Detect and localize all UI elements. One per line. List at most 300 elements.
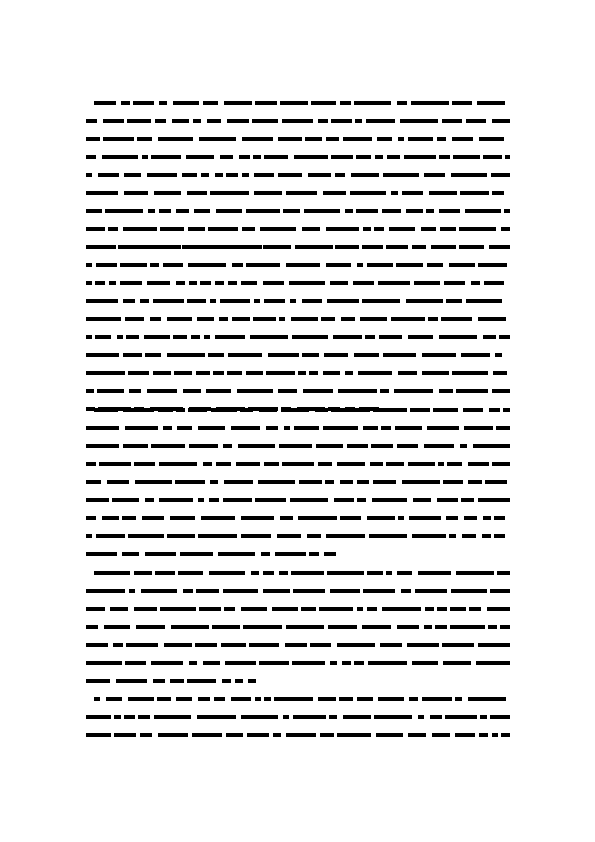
word-mark: [414, 281, 440, 285]
word-mark: [104, 625, 130, 629]
word-mark: [219, 317, 228, 321]
word-mark: [263, 281, 284, 285]
word-mark: [194, 209, 210, 213]
word-mark: [425, 607, 434, 611]
word-mark: [396, 263, 423, 267]
word-mark: [446, 299, 462, 303]
word-mark: [380, 389, 389, 393]
word-mark: [330, 661, 337, 665]
word-mark: [86, 299, 118, 303]
word-mark: [134, 462, 155, 466]
word-mark: [289, 281, 325, 285]
word-mark: [391, 191, 398, 195]
word-mark: [370, 462, 383, 466]
word-mark: [220, 299, 250, 303]
word-mark: [439, 155, 450, 159]
word-mark: [462, 534, 476, 538]
word-mark: [383, 173, 419, 177]
word-mark: [120, 263, 147, 267]
word-mark: [455, 733, 475, 737]
word-mark: [203, 101, 218, 105]
word-mark: [174, 371, 192, 375]
word-mark: [367, 516, 395, 520]
word-mark: [86, 679, 110, 683]
word-mark: [272, 607, 298, 611]
word-mark: [196, 371, 210, 375]
word-mark: [189, 444, 218, 448]
word-mark: [278, 137, 302, 141]
word-mark: [227, 371, 242, 375]
word-mark: [400, 119, 438, 123]
word-mark: [239, 155, 250, 159]
word-mark: [263, 589, 290, 593]
word-mark: [145, 353, 161, 357]
word-mark: [310, 643, 331, 647]
word-mark: [151, 444, 185, 448]
word-mark: [123, 299, 135, 303]
word-mark: [283, 715, 289, 719]
word-mark: [86, 155, 96, 159]
word-mark: [176, 209, 189, 213]
word-mark: [441, 317, 472, 321]
word-mark: [430, 715, 442, 719]
word-mark: [492, 389, 510, 393]
word-mark: [409, 697, 418, 701]
word-mark: [342, 661, 351, 665]
word-mark: [422, 353, 456, 357]
word-mark: [443, 661, 471, 665]
word-mark: [274, 245, 291, 249]
word-mark: [326, 534, 365, 538]
word-mark: [335, 173, 345, 177]
word-mark: [99, 462, 131, 466]
word-mark: [86, 173, 92, 177]
text-line: [86, 528, 510, 546]
word-mark: [318, 697, 336, 701]
word-mark: [198, 697, 210, 701]
word-mark: [373, 480, 396, 484]
text-line: [86, 293, 510, 311]
word-mark: [155, 245, 176, 249]
word-mark: [468, 697, 506, 701]
word-mark: [330, 281, 348, 285]
word-mark: [140, 733, 152, 737]
word-mark: [216, 462, 231, 466]
word-mark: [277, 534, 301, 538]
word-mark: [183, 589, 193, 593]
word-mark: [86, 119, 97, 123]
word-mark: [264, 155, 288, 159]
word-mark: [208, 353, 224, 357]
word-mark: [241, 534, 271, 538]
word-mark: [327, 299, 359, 303]
word-mark: [220, 155, 233, 159]
word-mark: [397, 101, 407, 105]
word-mark: [263, 571, 274, 575]
word-mark: [258, 480, 295, 484]
word-mark: [426, 209, 434, 213]
word-mark: [86, 389, 94, 393]
word-mark: [192, 733, 222, 737]
word-mark: [327, 571, 364, 575]
word-mark: [151, 661, 183, 665]
word-mark: [177, 426, 192, 430]
word-mark: [386, 571, 392, 575]
word-mark: [198, 534, 237, 538]
word-mark: [259, 661, 289, 665]
word-mark: [187, 191, 207, 195]
word-mark: [326, 227, 359, 231]
word-mark: [86, 643, 108, 647]
word-mark: [123, 408, 154, 412]
word-mark: [148, 209, 155, 213]
word-mark: [212, 625, 240, 629]
word-mark: [159, 462, 197, 466]
word-mark: [340, 516, 361, 520]
word-mark: [499, 335, 510, 339]
word-mark: [98, 173, 119, 177]
word-mark: [437, 607, 447, 611]
word-mark: [447, 462, 462, 466]
text-line: [86, 402, 510, 420]
text-line: [86, 131, 510, 149]
word-mark: [201, 516, 235, 520]
word-mark: [214, 697, 225, 701]
word-mark: [351, 173, 379, 177]
word-mark: [303, 389, 333, 393]
word-mark: [435, 625, 447, 629]
word-mark: [401, 589, 411, 593]
word-mark: [147, 173, 177, 177]
word-mark: [134, 571, 152, 575]
text-line: [86, 691, 510, 709]
word-mark: [402, 480, 440, 484]
word-mark: [422, 697, 452, 701]
word-mark: [281, 408, 309, 412]
word-mark: [222, 679, 231, 683]
word-mark: [412, 534, 446, 538]
word-mark: [398, 137, 404, 141]
word-mark: [450, 607, 466, 611]
word-mark: [241, 516, 274, 520]
word-mark: [478, 498, 510, 502]
word-mark: [154, 191, 181, 195]
word-mark: [340, 101, 351, 105]
word-mark: [347, 444, 368, 448]
word-mark: [456, 571, 494, 575]
word-mark: [331, 119, 352, 123]
text-line: [86, 637, 510, 655]
text-line: [86, 438, 510, 456]
word-mark: [440, 227, 456, 231]
word-mark: [397, 625, 419, 629]
word-mark: [173, 335, 187, 339]
word-mark: [316, 444, 343, 448]
word-mark: [210, 191, 249, 195]
word-mark: [188, 408, 207, 412]
word-mark: [171, 625, 209, 629]
text-line: [86, 257, 510, 275]
word-mark: [297, 245, 330, 249]
word-mark: [406, 209, 423, 213]
word-mark: [118, 245, 149, 249]
word-mark: [478, 643, 510, 647]
word-mark: [158, 408, 173, 412]
paragraph: [86, 95, 510, 257]
word-mark: [94, 245, 112, 249]
word-mark: [367, 263, 393, 267]
word-mark: [373, 408, 407, 412]
word-mark: [241, 281, 257, 285]
word-mark: [142, 516, 164, 520]
word-mark: [240, 408, 253, 412]
word-mark: [473, 444, 510, 448]
text-line: [86, 221, 510, 239]
word-mark: [323, 426, 358, 430]
word-mark: [195, 643, 217, 647]
word-mark: [176, 408, 185, 412]
word-mark: [357, 607, 363, 611]
word-mark: [450, 625, 485, 629]
word-mark: [372, 498, 407, 502]
word-mark: [460, 191, 489, 195]
word-mark: [305, 137, 322, 141]
word-mark: [86, 263, 92, 267]
word-mark: [395, 426, 422, 430]
word-mark: [133, 101, 154, 105]
word-mark: [247, 733, 269, 737]
word-mark: [315, 408, 328, 412]
word-mark: [466, 119, 486, 123]
word-mark: [106, 697, 122, 701]
word-mark: [476, 661, 510, 665]
text-line: [86, 311, 510, 329]
word-mark: [378, 697, 404, 701]
word-mark: [355, 119, 362, 123]
word-mark: [356, 155, 371, 159]
word-mark: [242, 227, 255, 231]
word-mark: [273, 733, 281, 737]
word-mark: [452, 371, 488, 375]
word-mark: [337, 462, 365, 466]
word-mark: [490, 715, 510, 719]
text-line: [86, 510, 510, 528]
word-mark: [208, 227, 238, 231]
word-mark: [242, 137, 273, 141]
word-mark: [226, 173, 238, 177]
word-mark: [223, 444, 232, 448]
word-mark: [125, 661, 146, 665]
word-mark: [232, 263, 243, 267]
word-mark: [323, 371, 340, 375]
word-mark: [128, 697, 154, 701]
word-mark: [412, 661, 438, 665]
word-mark: [412, 245, 426, 249]
word-mark: [335, 245, 359, 249]
word-mark: [343, 715, 371, 719]
word-mark: [135, 480, 172, 484]
word-mark: [496, 426, 510, 430]
word-mark: [446, 516, 458, 520]
word-mark: [408, 733, 426, 737]
word-mark: [323, 191, 346, 195]
word-mark: [329, 715, 337, 719]
word-mark: [369, 534, 407, 538]
word-mark: [319, 607, 353, 611]
word-mark: [490, 589, 510, 593]
word-mark: [357, 498, 366, 502]
word-mark: [302, 353, 319, 357]
word-mark: [309, 371, 318, 375]
word-mark: [153, 679, 165, 683]
word-mark: [210, 480, 218, 484]
text-line: [86, 727, 510, 745]
word-mark: [203, 661, 220, 665]
word-mark: [159, 101, 167, 105]
text-line: [86, 383, 510, 401]
text-line: [86, 619, 510, 637]
word-mark: [210, 299, 216, 303]
word-mark: [438, 462, 444, 466]
word-mark: [294, 426, 319, 430]
text-line: [86, 365, 510, 383]
word-mark: [452, 101, 472, 105]
word-mark: [201, 173, 209, 177]
word-mark: [259, 408, 277, 412]
word-mark: [158, 137, 193, 141]
word-mark: [86, 625, 98, 629]
word-mark: [242, 173, 249, 177]
word-mark: [397, 571, 412, 575]
word-mark: [408, 137, 433, 141]
word-mark: [302, 299, 322, 303]
word-mark: [468, 462, 489, 466]
word-mark: [292, 335, 328, 339]
word-mark: [279, 571, 288, 575]
word-mark: [153, 299, 184, 303]
word-mark: [503, 408, 510, 412]
word-mark: [459, 245, 484, 249]
word-mark: [125, 317, 144, 321]
word-mark: [249, 643, 279, 647]
word-mark: [86, 353, 119, 357]
word-mark: [291, 317, 318, 321]
word-mark: [398, 371, 417, 375]
word-mark: [182, 245, 203, 249]
word-mark: [280, 516, 293, 520]
text-line: [86, 673, 510, 691]
word-mark: [110, 607, 128, 611]
word-mark: [235, 679, 243, 683]
word-mark: [255, 101, 277, 105]
word-mark: [469, 607, 481, 611]
word-mark: [167, 353, 205, 357]
word-mark: [86, 534, 92, 538]
word-mark: [206, 245, 242, 249]
word-mark: [437, 137, 446, 141]
word-mark: [453, 155, 480, 159]
text-line: [86, 546, 510, 564]
word-mark: [337, 643, 375, 647]
word-mark: [280, 101, 308, 105]
text-line: [86, 239, 510, 257]
word-mark: [428, 317, 438, 321]
word-mark: [367, 571, 383, 575]
word-mark: [485, 480, 507, 484]
word-mark: [363, 426, 378, 430]
word-mark: [254, 299, 260, 303]
word-mark: [86, 227, 105, 231]
word-mark: [204, 335, 210, 339]
word-mark: [501, 227, 510, 231]
word-mark: [209, 498, 219, 502]
word-mark: [224, 607, 235, 611]
word-mark: [368, 661, 407, 665]
word-mark: [301, 607, 316, 611]
word-mark: [228, 353, 262, 357]
word-mark: [501, 733, 510, 737]
word-mark: [223, 498, 252, 502]
word-mark: [492, 191, 504, 195]
word-mark: [357, 480, 369, 484]
word-mark: [452, 137, 473, 141]
word-mark: [113, 643, 123, 647]
text-line: [86, 565, 510, 583]
word-mark: [308, 173, 331, 177]
word-mark: [86, 371, 125, 375]
word-mark: [375, 155, 383, 159]
word-mark: [500, 625, 510, 629]
word-mark: [283, 209, 300, 213]
word-mark: [371, 444, 393, 448]
word-mark: [95, 335, 111, 339]
word-mark: [363, 227, 371, 231]
word-mark: [264, 462, 279, 466]
word-mark: [439, 209, 460, 213]
word-mark: [232, 317, 250, 321]
word-mark: [188, 227, 205, 231]
word-mark: [124, 715, 135, 719]
word-mark: [114, 715, 121, 719]
word-mark: [215, 335, 245, 339]
word-mark: [213, 371, 224, 375]
word-mark: [497, 571, 510, 575]
word-mark: [339, 697, 353, 701]
word-mark: [197, 317, 214, 321]
word-mark: [94, 408, 118, 412]
word-mark: [103, 119, 124, 123]
word-mark: [170, 679, 184, 683]
word-mark: [334, 498, 354, 502]
word-mark: [129, 389, 141, 393]
word-mark: [176, 697, 192, 701]
word-mark: [386, 245, 408, 249]
word-mark: [367, 607, 377, 611]
word-mark: [158, 733, 188, 737]
word-mark: [228, 281, 237, 285]
text-line: [86, 203, 510, 221]
word-mark: [320, 733, 334, 737]
text-line: [86, 583, 510, 601]
word-mark: [444, 281, 465, 285]
word-mark: [376, 733, 403, 737]
paragraph: [86, 691, 510, 745]
word-mark: [343, 137, 372, 141]
word-mark: [264, 299, 285, 303]
word-mark: [330, 589, 360, 593]
word-mark: [429, 191, 457, 195]
word-mark: [311, 101, 336, 105]
